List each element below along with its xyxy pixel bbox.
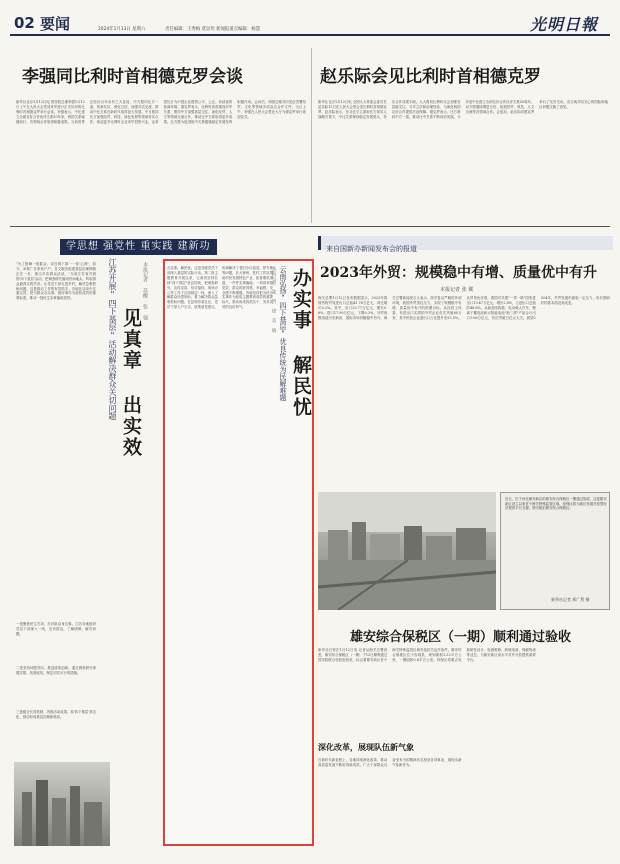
story4-body2: 在新时代新征程上，各地持续深化改革，推动高质量发展不断取得新成效。广大干部群众以奋发有为的精神状态投身各项事业，展现出新气象新作为。 xyxy=(318,758,462,767)
story2-headline: 赵乐际会见比利时首相德克罗 xyxy=(320,67,541,87)
city-photo xyxy=(14,762,110,846)
photo-credit: 新华社记者 邢广利 摄 xyxy=(551,597,590,602)
subhead-text: 深化改革，展现队伍新气象 xyxy=(318,742,414,752)
story3-byline: 本报记者 张 翼 xyxy=(440,287,474,293)
photo-caption-box xyxy=(500,492,610,610)
section-rule xyxy=(10,226,610,227)
subheading-strip xyxy=(318,236,613,253)
story3-headline: 2023年外贸：规模稳中有增、质量优中有升 xyxy=(320,265,597,281)
news-photo xyxy=(318,492,496,610)
editors-line: 责任编辑：王秀梅 莫显坦 新闻报道点编辑：杨慧 xyxy=(165,27,260,32)
newspaper-logo: 光明日報 xyxy=(530,15,599,34)
feature-main-title: 办实事 解民忧 xyxy=(290,268,312,418)
story1-headline: 李强同比利时首相德克罗会谈 xyxy=(22,67,243,87)
date-line: 2024年1月13日 星期六 xyxy=(98,27,146,32)
subheading-text: 来自国新办新闻发布会的报道 xyxy=(326,245,417,253)
feature-deck: 见真章 出实效 xyxy=(120,308,142,458)
left-column-body: "为了鼓舞一批群众、亲近城下群一一体'心理'，如今，举报广告家家户户，各文服务组建基层治理网格正在一步，推出多彩群众活动。"当前江苏省开展的'四下基层'活动，把调查研究落到田间地头，听取群众最真实的声音。让党员干部走进乡村，解决急难愁盼问题，这是推动工作的有效抓手。各地在活动中注重实效，把为群众办实事、做好事作为检验成效的重要标准，推动一批民生实事落地见效。 xyxy=(16,262,96,301)
left-column-row-2: 二是坚持问题导向，推进改革创新。通过调查研究掌握实情，找准症结，制定切实可行的措施。 xyxy=(16,666,96,675)
skyline-image xyxy=(14,762,110,846)
photo-caption: 近日，位于河北雄安新区的雄安综合保税区一期通过验收，这是雄安新区设立以来首个海关特殊监管区域，综保区将为新区发展开放型经济提供平台支撑。图为航拍雄安综合保税区。 xyxy=(505,497,607,511)
left-column-row-1: 一是聚焦民生关切，办好群众身边事。江苏各地组织党员干部深入一线，走访群众，了解困难，解决问题。 xyxy=(16,622,96,636)
aerial-city-image xyxy=(318,492,496,610)
story4-headline: 雄安综合保税区（一期）顺利通过验收 xyxy=(350,630,572,645)
story3-body: 海关总署1月12日发布数据显示，2023年我国货物贸易进出口总值41.76万亿元，同比增长0.2%。其中，出口23.77万亿元，增长0.6%；进口17.99万亿元，下降0.3%。外贸规模再创历史新高，国际市场份额稳中有升。海关总署新闻发言人表示，面对复杂严峻的外部环境，我国外贸顶住压力，实现了规模稳中有增、质量优中有升的预期目标。从经营主体看，有进出口实绩的外贸企业首次突破60万家，其中民营企业进出口占比提升至53.5%。从贸易伙伴看，我国对共建"一带一路"国家进出口19.47万亿元，增长2.8%，占进出口总值的46.6%。从商品结构看，电动载人汽车、锂离子蓄电池和太阳能电池"新三样"产品合计出口1.06万亿元，首次突破万亿元大关。展望2024年，外贸发展仍面临一定压力，但长期向好的基本面没有改变。 xyxy=(318,296,610,320)
story4-body: 新华社石家庄1月12日电 记者从海关总署获悉，雄安综合保税区（一期）于12日顺利通过国务院联合验收组验收，标志着雄安新区首个海关特殊监管区域具备封关运作条件。雄安综合保税区位于容城县，规划面积1.52平方公里，一期面积0.8平方公里。综保区将重点发展研发设计、检测维修、跨境电商、保税物流等业态，为雄安新区高水平对外开放提供重要平台。 xyxy=(318,648,536,662)
feature-deck-sub: 江苏开展"四下基层"活动解决群众关切问题 xyxy=(108,258,117,420)
story2-body: 新华社北京1月12日电 全国人大常委会委员长赵乐际12日在人民大会堂会见比利时首相德克罗。赵乐际表示，在习近平主席和比方领导人战略引领下，中比关系保持稳定发展势头，务实合作成果丰硕。人大愿同比利时议会加强各层级交往，分享立法和治理经验，为深化两国友好合作提供法治保障。德克罗表示，比方愿同中方一道，推动比中关系不断向前发展。今年是中比建立全面友好合作伙伴关系50周年，双方愿继续增进互信，拓展经贸、科技、人文交流等各领域合作。会见前，赵乐际同德克罗举行了友好交谈。双方就共同关心的国际和地区问题交换了意见。 xyxy=(318,100,608,119)
masthead-rule xyxy=(10,34,610,36)
feature-body: 办实事，解民忧。这是各级党员干部深入基层的实际行动。第二批主题教育开展以来，云南省坚持弘扬"四下基层"优良传统，把调查研究、宣传宣讲、信访接待、现场办公等工作下沉到基层一线，深入了解群众所思所盼，着力解决群众急难愁盼问题。在昆明市某社区，党员干部入户走访，收集意见建议，协调解决了老旧小区改造、停车难等问题。在大理州，驻村工作队帮助村民发展特色产业，拓宽增收渠道。一件件实事落地，一项项举措见效，群众的获得感、幸福感、安全感不断增强。各地坚持把为民办实事作为检验主题教育成效的重要标尺，推动形成真抓实干、务求实效的良好风气。 xyxy=(167,266,273,310)
story1-body: 新华社北京1月12日电 国务院总理李强1月12日上午在人民大会堂同来华进行正式访问的比利时首相德克罗举行会谈。李强表示，中比建立全面友好合作伙伴关系50年来，两国关系稳健前行，各领域合作取得积极成果。当前世界正经历百年未有之大变局，中方愿同比方一道，传承友好，深化互信，加强对话交流，推动中比关系在新时代取得更大发展。中方愿同比方加强经贸、科技、绿色发展等领域务实合作，欢迎更多比利时企业来华投资兴业，也希望比方为中国企业提供公平、公正、非歧视的营商环境。德克罗表示，比利时高度重视对华关系，愿同中方加强高层交往，深化经贸、人文等领域交流合作，推动比中关系取得更多成果。比方愿为促进欧中关系健康稳定发展发挥积极作用。会谈后，两国总理共同见证签署经贸、文化等领域多项双边合作文件。当日上午，李强在人民大会堂北大厅为德克罗举行欢迎仪式。 xyxy=(16,100,306,124)
left-column-row-3: 三是健全长效机制，巩固活动成果。将'四下基层'常态化，推动形成基层治理新格局。 xyxy=(16,710,96,719)
feature-byline-right: 本报记者 张 哲 徐 美 娟 xyxy=(271,266,276,333)
story4-subhead xyxy=(318,742,458,753)
feature-subtitle: 云南弘扬"四下基层"优良传统为民解难题 xyxy=(279,266,287,401)
feature-byline-left: 本报记者 苏醒 张 强 xyxy=(142,262,148,320)
section-name: 要闻 xyxy=(40,15,71,33)
page-number: 02 xyxy=(14,14,35,32)
column-divider xyxy=(311,48,312,223)
slogan-banner: 学思想 强党性 重实践 建新功 xyxy=(60,239,217,255)
